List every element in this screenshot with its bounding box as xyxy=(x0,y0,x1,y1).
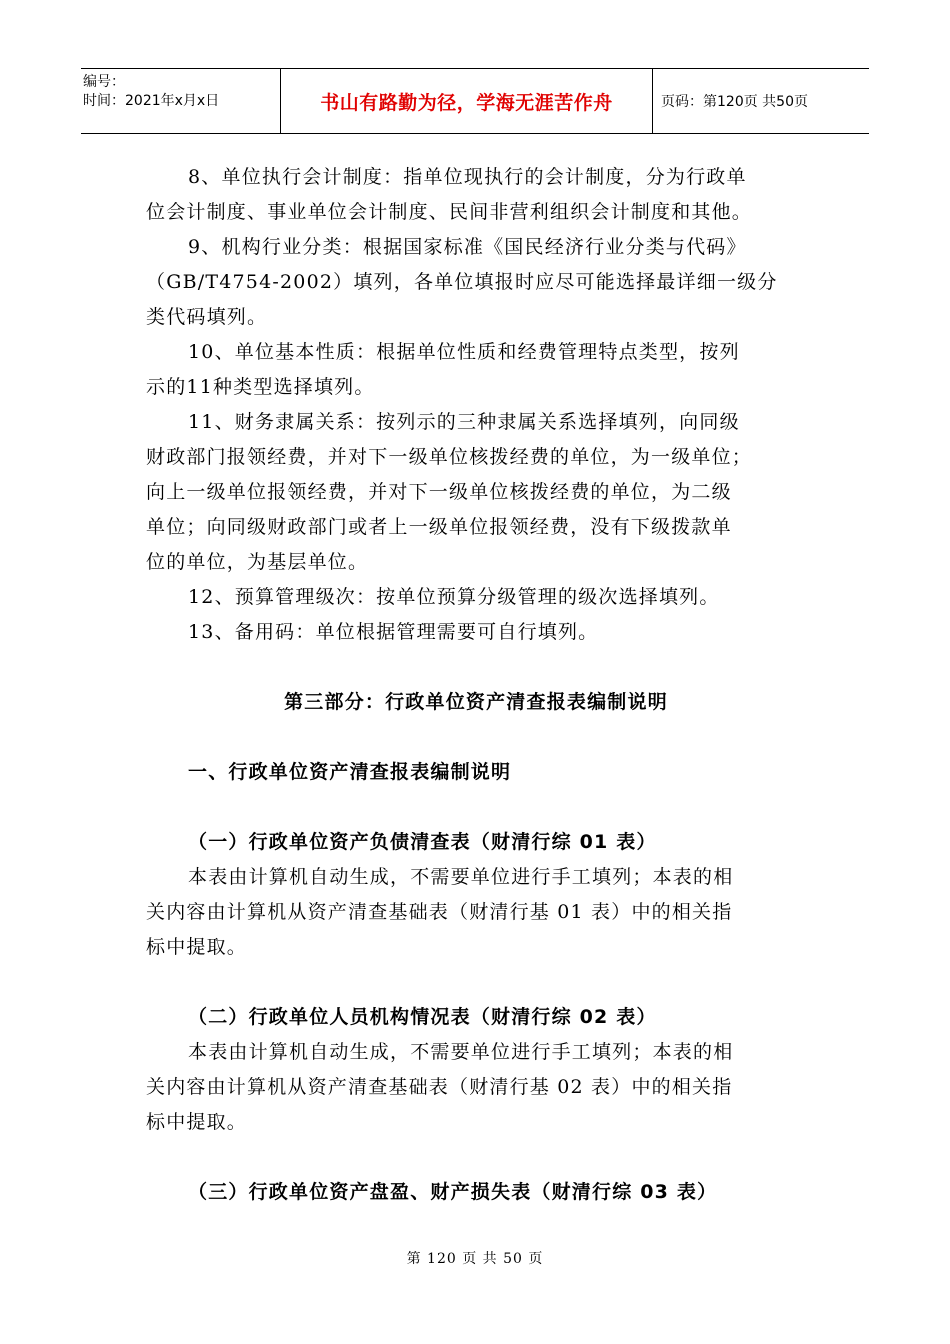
paragraph-line: 本表由计算机自动生成，不需要单位进行手工填列；本表的相 xyxy=(188,866,734,888)
paragraph-line: 12、预算管理级次：按单位预算分级管理的级次选择填列。 xyxy=(188,586,720,608)
page-header xyxy=(81,68,869,134)
paragraph-line: 9、机构行业分类：根据国家标准《国民经济行业分类与代码》 xyxy=(188,236,747,258)
subsection-heading: （二）行政单位人员机构情况表（财清行综 02 表） xyxy=(188,1006,657,1028)
paragraph-line: 单位；向同级财政部门或者上一级单位报领经费，没有下级拨款单 xyxy=(146,516,732,538)
header-meta xyxy=(81,69,281,133)
part-title: 第三部分：行政单位资产清查报表编制说明 xyxy=(284,691,668,713)
paragraph-line: 向上一级单位报领经费，并对下一级单位核拨经费的单位，为二级 xyxy=(146,481,732,503)
subsection-heading: （三）行政单位资产盘盈、财产损失表（财清行综 03 表） xyxy=(188,1181,718,1203)
document-body xyxy=(146,160,806,1210)
paragraph-line: 位会计制度、事业单位会计制度、民间非营利组织会计制度和其他。 xyxy=(146,201,753,223)
paragraph-line: 11、财务隶属关系：按列示的三种隶属关系选择填列，向同级 xyxy=(188,411,740,433)
paragraph-line: 关内容由计算机从资产清查基础表（财清行基 02 表）中的相关指 xyxy=(146,1076,733,1098)
paragraph-line: 类代码填列。 xyxy=(146,306,268,328)
paragraph-line: 标中提取。 xyxy=(146,1111,248,1133)
subsection-heading: （一）行政单位资产负债清查表（财清行综 01 表） xyxy=(188,831,657,853)
paragraph-line: 标中提取。 xyxy=(146,936,248,958)
header-motto: 书山有路勤为径，学海无涯苦作舟 xyxy=(281,69,653,133)
paragraph-line: 10、单位基本性质：根据单位性质和经费管理特点类型，按列 xyxy=(188,341,740,363)
header-page-info: 页码：第120页 共50页 xyxy=(661,94,808,110)
document-number-label: 编号： xyxy=(83,74,125,90)
paragraph-line: 位的单位，为基层单位。 xyxy=(146,551,369,573)
page-footer: 第 120 页 共 50 页 xyxy=(406,1251,544,1267)
paragraph-line: 财政部门报领经费，并对下一级单位核拨经费的单位，为一级单位； xyxy=(146,446,753,468)
paragraph-line: 8、单位执行会计制度：指单位现执行的会计制度，分为行政单 xyxy=(188,166,747,188)
paragraph-line: 关内容由计算机从资产清查基础表（财清行基 01 表）中的相关指 xyxy=(146,901,733,923)
paragraph-line: 13、备用码：单位根据管理需要可自行填列。 xyxy=(188,621,599,643)
section-heading: 一、行政单位资产清查报表编制说明 xyxy=(188,761,512,783)
paragraph-line: （GB/T4754-2002）填列，各单位填报时应尽可能选择最详细一级分 xyxy=(146,271,778,293)
paragraph-line: 本表由计算机自动生成，不需要单位进行手工填列；本表的相 xyxy=(188,1041,734,1063)
document-date: 时间：2021年x月x日 xyxy=(83,93,220,109)
paragraph-line: 示的11种类型选择填列。 xyxy=(146,376,375,398)
